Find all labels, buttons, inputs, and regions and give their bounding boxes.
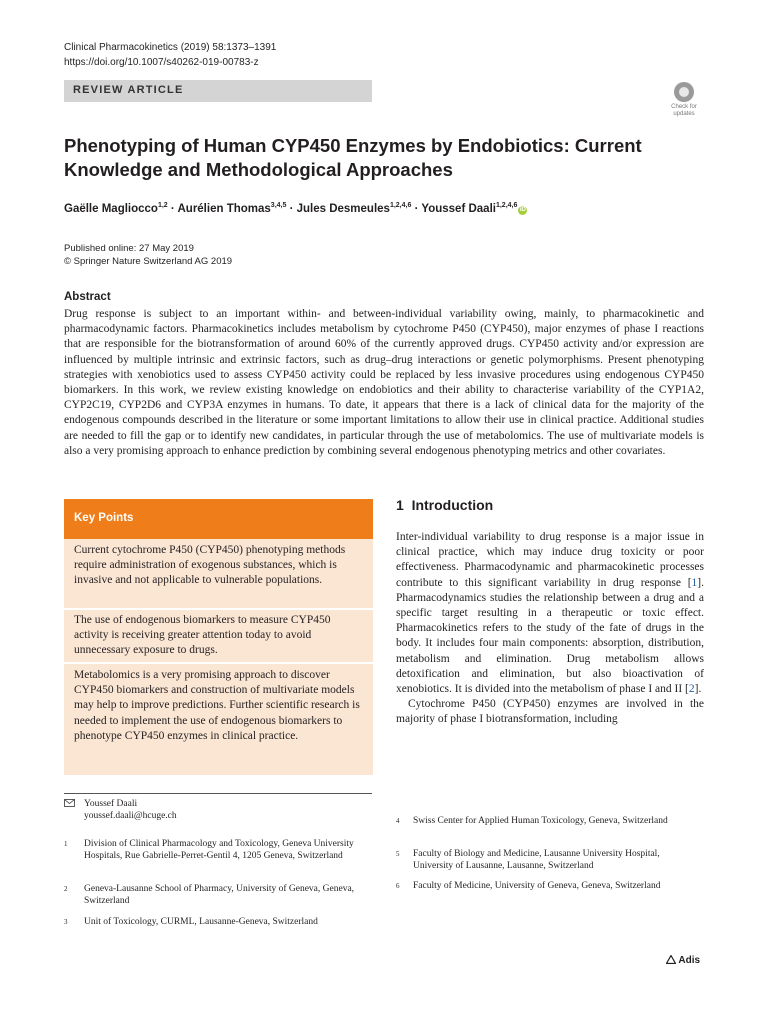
affiliation-4: 4 Swiss Center for Applied Human Toxicology, Geneva, Switzerland (396, 816, 668, 826)
footnote-rule (64, 793, 372, 794)
key-point-item: Metabolomics is a very promising approach to discover CYP450 biomarkers and construction of multivariate models may help to improve predictions. Further scientific research is needed to implement the use of endogenous biomarkers to phenotype CYP450 enzymes in clinical practice. (74, 669, 360, 742)
author-name[interactable]: Gaëlle Magliocco (64, 202, 158, 215)
correspondence (84, 798, 177, 822)
article-type-label: REVIEW ARTICLE (73, 84, 184, 96)
badge-line-1: Check for (671, 104, 697, 110)
introduction-text (396, 530, 704, 728)
article-title: Phenotyping of Human CYP450 Enzymes by Endobiotics: Current Knowledge and Methodological Approaches (64, 135, 642, 180)
affiliation-2: 2 Geneva-Lausanne School of Pharmacy, University of Geneva, Geneva, Switzerland (64, 884, 355, 906)
correspondence-email[interactable]: youssef.daali@hcuge.ch (84, 811, 177, 821)
key-points-header (64, 499, 373, 539)
abstract-heading: Abstract (64, 291, 111, 303)
publisher-logo (666, 955, 700, 966)
author-affil: 1,2,4,6 (389, 202, 412, 209)
author-affil: 3,4,5 (270, 202, 287, 209)
correspondence-name: Youssef Daali (84, 799, 138, 809)
intro-paragraph-1: Inter-individual variability to drug response is a major issue in clinical practice, which may induce drug toxicity or poor effectiveness. Pharmacodynamic and pharmacokinetic processes contribute to this significant variability in drug response [1]. Pharmacodynamics studies the relationship between a drug and a specific target resulting in a therapeutic or toxic effect. Pharmacokinetics refers to the study of the fate of drugs in the body. It includes four main components: absorption, distribution, metabolism and elimination. Drug metabolism allows detoxification and elimination, but also bioactivation of xenobiotics. It is divided into the metabolism of phase I and II [2]. (396, 531, 704, 696)
author-separator: · (286, 202, 297, 215)
copyright-line: © Springer Nature Switzerland AG 2019 (64, 256, 233, 267)
affiliation-5: 5 Faculty of Biology and Medicine, Lausanne University Hospital, University of Lausanne, Lausanne, Switzerland (396, 849, 660, 871)
article-type-bar (64, 80, 372, 102)
key-point-item: Current cytochrome P450 (CYP450) phenotyping methods require administration of exogenous substances, which is invasive and not applicable to vulnerable populations. (74, 544, 346, 587)
key-point-divider (64, 608, 373, 610)
key-point-item: The use of endogenous biomarkers to measure CYP450 activity is receiving greater attention today to avoid unnecessary exposure to drugs. (74, 614, 331, 657)
affiliation-3: 3 Unit of Toxicology, CURML, Lausanne-Geneva, Switzerland (64, 917, 318, 927)
publisher-name: Adis (678, 955, 701, 966)
key-points-box (64, 499, 373, 775)
section-title: Introduction (411, 497, 494, 513)
citation-link[interactable]: 1 (691, 576, 698, 589)
check-updates-icon (674, 82, 694, 102)
author-separator: · (167, 202, 178, 215)
envelope-icon (64, 799, 75, 807)
journal-header (64, 40, 276, 70)
author-separator: · (411, 202, 422, 215)
author-name[interactable]: Jules Desmeules (296, 202, 390, 215)
affiliation-6: 6 Faculty of Medicine, University of Geneva, Geneva, Switzerland (396, 881, 661, 891)
publication-info (64, 242, 232, 268)
section-number: 1 (396, 497, 404, 513)
abstract-text: Drug response is subject to an important within- and between-individual variability owing, mainly, to pharmacokinetic and pharmacodynamic factors. Pharmacokinetics includes metabolism by cytochrome P450 (CYP450), major enzymes of phase I reactions that are responsible for the biotransformation of around 60% of the currently approved drugs. CYP450 activity and/or expression are influenced by multiple intrinsic and extrinsic factors, such as drug–drug interactions or genetic polymorphisms. Present phenotyping strategies with xenobiotics used to assess CYP450 activity could be replaced by less invasive procedures using endogenous CYP450 biomarkers. In this work, we review existing knowledge on endobiotics and their ability to characterise variability of the CYP1A2, CYP2C19, CYP2D6 and CYP3A enzymes in humans. To date, it appears that there is a lack of clinical data for the majority of the endogenous compounds described in the literature or some important limitations to allow their use in clinical practice. Additional studies are needed to fill the gap or to identify new candidates, in particular through the use of metabolomics. The use of multivariate models is also a very promising approach to enhance prediction by combining several endogenous phenotyping metrics and other covariates. (64, 308, 704, 457)
author-affil: 1,2 (157, 202, 168, 209)
author-name[interactable]: Youssef Daali (421, 202, 496, 215)
key-points-heading: Key Points (74, 512, 134, 524)
intro-paragraph-2: Cytochrome P450 (CYP450) enzymes are involved in the majority of phase I biotransformation, including (396, 698, 704, 726)
citation-link[interactable]: 2 (688, 683, 695, 696)
triangle-icon (666, 955, 676, 964)
author-name[interactable]: Aurélien Thomas (177, 202, 271, 215)
badge-line-2: updates (673, 111, 695, 117)
check-for-updates-badge[interactable] (664, 82, 704, 124)
published-date: Published online: 27 May 2019 (64, 243, 194, 254)
key-point-divider (64, 662, 373, 664)
section-heading-introduction (396, 497, 493, 513)
doi-link[interactable]: https://doi.org/10.1007/s40262-019-00783-z (64, 57, 259, 68)
affiliation-1: 1 Division of Clinical Pharmacology and Toxicology, Geneva University Hospitals, Rue Gabrielle-Perret-Gentil 4, 1205 Geneva, Switzerland (64, 839, 354, 861)
author-affil: 1,2,4,6 (495, 202, 518, 209)
author-list (64, 202, 527, 215)
journal-citation: Clinical Pharmacokinetics (2019) 58:1373–1391 (64, 42, 277, 53)
orcid-icon[interactable]: iD (519, 206, 526, 213)
